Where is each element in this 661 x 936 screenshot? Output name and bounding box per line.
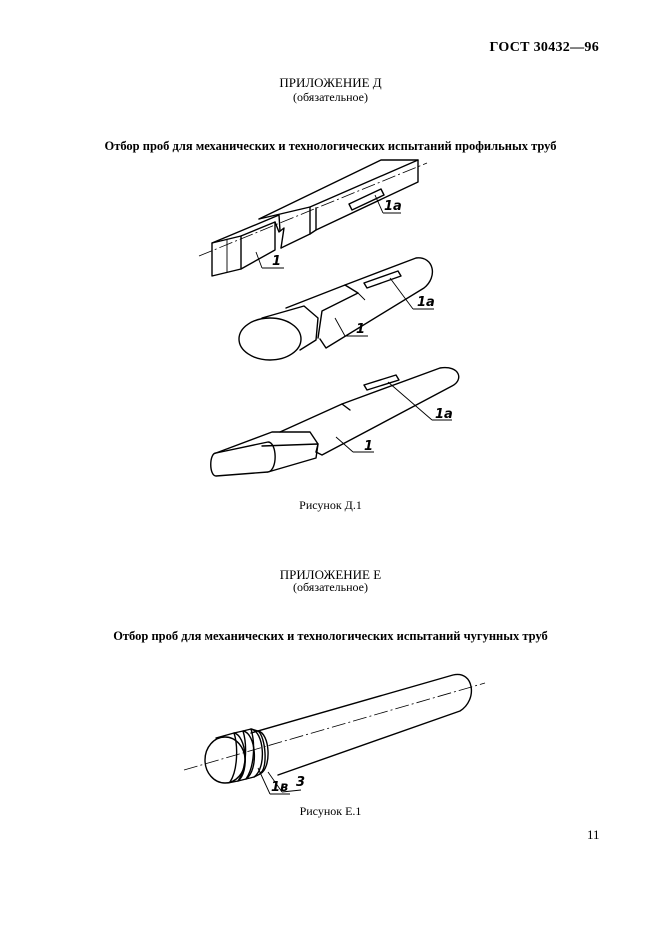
- page-number: 11: [587, 827, 600, 842]
- figure-d1-caption: Рисунок Д.1: [299, 498, 362, 512]
- standard-number: ГОСТ 30432—96: [489, 40, 599, 55]
- label-flat-strip: 1а: [435, 407, 453, 422]
- label-square-strip: 1а: [384, 199, 402, 214]
- label-ring-sample: 3: [296, 775, 306, 790]
- appendix-e-title: ПРИЛОЖЕНИЕ Е: [279, 567, 382, 582]
- label-flat-specimen: 1: [364, 439, 374, 454]
- label-rings: 1в: [271, 780, 289, 795]
- appendix-e-status: (обязательное): [293, 580, 368, 594]
- appendix-e-heading: Отбор проб для механических и технологических испытаний чугунных труб: [113, 629, 548, 643]
- appendix-d-status: (обязательное): [293, 90, 368, 104]
- label-square-specimen: 1: [272, 254, 282, 269]
- cast-iron-pipe: [184, 674, 485, 794]
- label-oval-strip: 1а: [417, 295, 435, 310]
- appendix-d-heading: Отбор проб для механических и технологических испытаний профильных труб: [104, 139, 557, 153]
- appendix-d-title: ПРИЛОЖЕНИЕ Д: [279, 75, 382, 90]
- label-oval-specimen: 1: [356, 322, 366, 337]
- figure-e1-caption: Рисунок Е.1: [299, 804, 362, 818]
